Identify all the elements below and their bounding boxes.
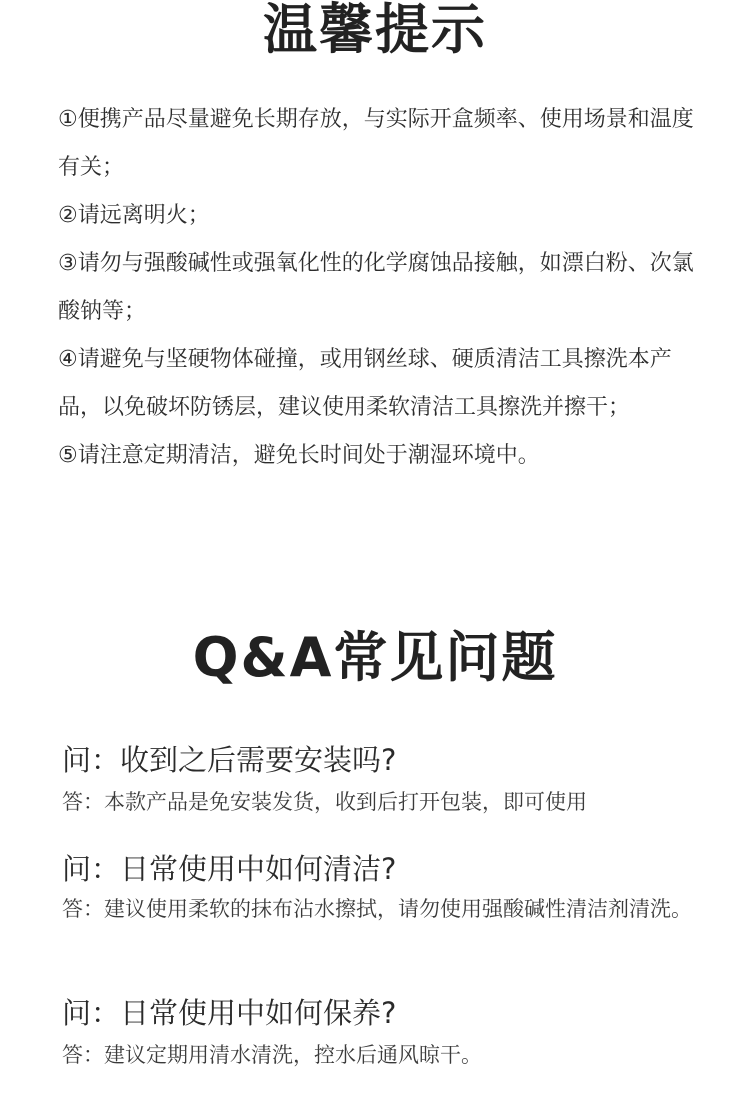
tips-title: 温馨提示: [263, 0, 487, 61]
tip-item: ①便携产品尽量避免长期存放，与实际开盒频率、使用场景和温度有关；: [58, 107, 694, 180]
tip-item: ④请避免与坚硬物体碰撞，或用钢丝球、硬质清洁工具擦洗本产品，以免破坏防锈层，建议使用柔软清洁工具擦洗并擦干；: [58, 347, 672, 420]
qa-question: 问：日常使用中如何清洁?: [62, 852, 397, 886]
qa-answer: 答：建议定期用清水清洗，控水后通风晾干。: [62, 1043, 482, 1067]
qa-question: 问：日常使用中如何保养?: [62, 996, 397, 1030]
qa-title: Q&A常见问题: [192, 626, 558, 689]
qa-answer: 答：建议使用柔软的抹布沾水擦拭，请勿使用强酸碱性清洁剂清洗。: [62, 897, 692, 921]
tips-list: [58, 96, 698, 480]
qa-item: [62, 849, 702, 926]
qa-answer: 答：本款产品是免安装发货，收到后打开包装，即可使用: [62, 790, 587, 814]
qa-item: [62, 993, 702, 1072]
qa-question: 问：收到之后需要安装吗?: [62, 743, 397, 777]
tip-item: ⑤请注意定期清洁，避免长时间处于潮湿环境中。: [58, 443, 540, 468]
tip-item: ③请勿与强酸碱性或强氧化性的化学腐蚀品接触，如漂白粉、次氯酸钠等；: [58, 251, 694, 324]
tip-item: ②请远离明火；: [58, 203, 210, 228]
qa-item: [62, 740, 702, 819]
